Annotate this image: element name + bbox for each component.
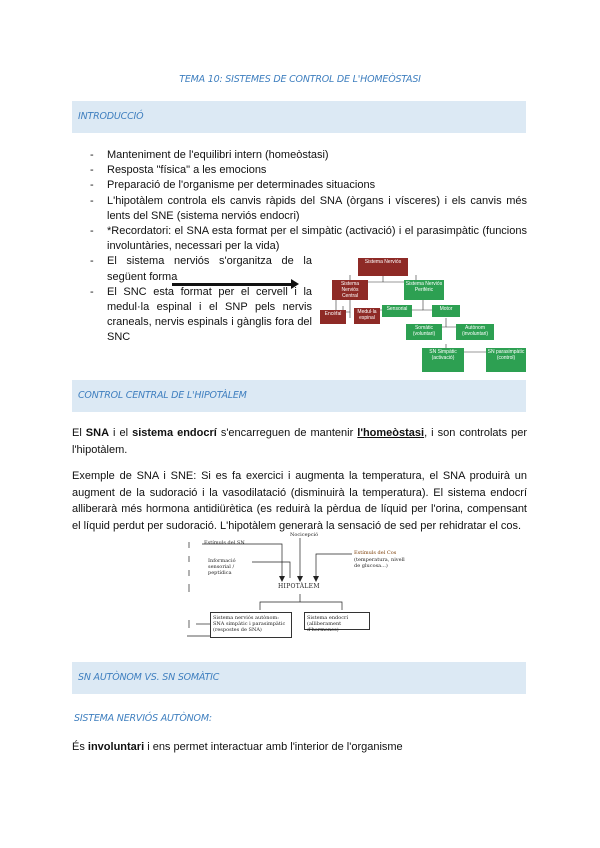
section-header-intro — [72, 101, 526, 133]
section-title: SN AUTÒNOM VS. SN SOMÀTIC — [78, 672, 220, 683]
list-item: - Resposta "física" a les emocions — [90, 163, 527, 178]
hypo-output-sna: Sistema nerviós autònom: SNA simpàtic i parasimpàtic (respostes de SNA) — [210, 612, 292, 638]
hypo-left-label: Estímuls del SN — [204, 540, 245, 546]
text: s'encarreguen de mantenir — [216, 427, 358, 439]
paragraph-example: Exemple de SNA i SNE: Si es fa exercici i augmenta la temperatura, el SNA produirà un augment de la sudoració i la vasodilatació (disminuirà la temperatura). El sistema endocrí alliberarà més hormona antidiürètica (es reduirà la pèrdua de líquid per l'orina, compensant el líquid perdut per sudoració. L'hipotàlem generarà la sensació de sed per rehidratar el cos. — [72, 470, 527, 532]
bold-term: l'homeòstasi — [357, 427, 425, 439]
org-node-root: Sistema Nerviós — [358, 258, 408, 276]
section-header-control — [72, 380, 526, 412]
section-title: INTRODUCCIÓ — [78, 111, 144, 122]
hypo-output-endocrine: Sistema endocrí (alliberament d'hormones) — [304, 612, 370, 630]
list-item: - *Recordatori: el SNA esta format per el simpàtic (activació) i el parasimpàtic (funcions involuntàries, necessari per la vida) — [90, 224, 527, 254]
nervous-system-org-chart — [318, 252, 526, 376]
bold-term: SNA — [85, 427, 110, 439]
org-node-peripheral: Sistema Nerviós Perifèric — [404, 280, 444, 300]
org-node-central: Sistema Nerviós Central — [332, 280, 368, 300]
text: i ens permet interactuar amb l'interior de l'organisme — [144, 741, 403, 753]
subheading: SISTEMA NERVIÓS AUTÒNOM: — [74, 713, 212, 724]
org-node-autonomic: Autònom (involuntari) — [456, 324, 494, 340]
list-item: - L'hipotàlem controla els canvis ràpids del SNA (òrgans i vísceres) i els canvis més lents del SNE (sistema nerviós endocri) — [90, 194, 527, 224]
hypo-center-label: HIPOTÀLEM — [278, 583, 320, 590]
org-node-sensory: Sensorial — [382, 305, 412, 317]
list-item: - Manteniment de l'equilibri intern (homeòstasi) — [90, 148, 527, 163]
list-item: - El sistema nerviós s'organitza de la següent forma — [90, 254, 312, 284]
right-arrow-icon — [172, 283, 292, 286]
org-node-spinal: Medul·la espinal — [354, 308, 380, 324]
section-title: CONTROL CENTRAL DE L'HIPOTÀLEM — [78, 390, 247, 401]
hypo-left-label: Informació sensorial / peptídica — [208, 558, 236, 576]
hypo-top-label: Nocicepció — [290, 532, 319, 538]
hypo-right-label: (temperatura, nivell de glucosa...) — [354, 557, 405, 569]
org-node-sympathetic: SN Simpàtic (activació) — [422, 348, 464, 372]
page-title: TEMA 10: SISTEMES DE CONTROL DE L'HOMEÒSTASI — [179, 74, 421, 85]
hypothalamus-diagram — [182, 532, 410, 642]
text: , i son controlats per l'hipotàlem. — [72, 427, 527, 456]
org-node-somatic: Somàtic (voluntari) — [406, 324, 442, 340]
hypo-right-label: Estímuls del Cos — [354, 550, 397, 556]
org-node-motor: Motor — [432, 305, 460, 317]
list-item: - El SNC esta format per el cervell i la medul·la espinal i el SNP pels nervis craneals, nervis espinals i gànglis fora del SNC — [90, 285, 312, 346]
paragraph-involuntari — [72, 739, 527, 756]
list-item: - Preparació de l'organisme per determinades situacions — [90, 178, 527, 193]
text: i el — [109, 427, 133, 439]
text: El — [72, 427, 86, 439]
text: És — [72, 741, 88, 753]
bold-term: involuntari — [87, 741, 145, 753]
org-node-parasympathetic: SN parasimpàtic (control) — [486, 348, 526, 372]
paragraph-sna-endocri — [72, 425, 527, 458]
org-node-brain: Encèfal — [320, 310, 346, 324]
bold-term: sistema endocrí — [132, 427, 217, 439]
section-header-sn — [72, 662, 526, 694]
